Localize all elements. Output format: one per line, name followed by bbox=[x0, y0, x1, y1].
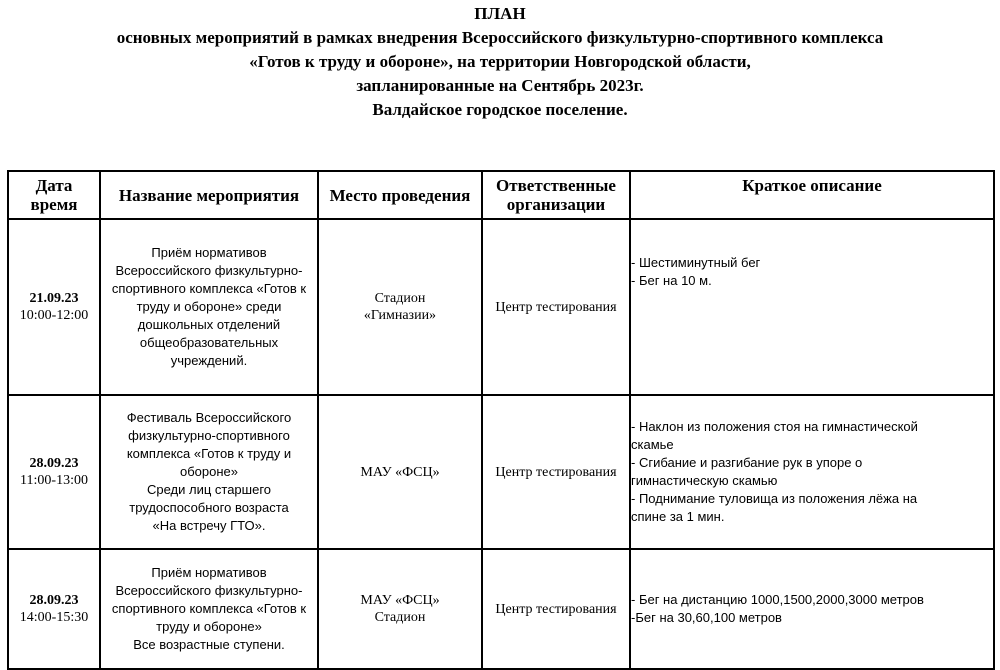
table-header-row bbox=[8, 171, 994, 219]
name-line: дошкольных отделений bbox=[137, 317, 281, 332]
cell-name bbox=[100, 549, 318, 669]
title-plan: ПЛАН bbox=[474, 4, 526, 23]
cell-date bbox=[8, 549, 100, 669]
place-line: «Гимназии» bbox=[363, 308, 437, 323]
header-name: Название мероприятия bbox=[100, 171, 318, 219]
name-line: Фестиваль Всероссийского bbox=[126, 410, 292, 425]
cell-desc bbox=[630, 219, 994, 395]
cell-place bbox=[318, 549, 482, 669]
place-line: МАУ «ФСЦ» bbox=[360, 593, 440, 608]
name-line: Приём нормативов bbox=[151, 565, 267, 580]
name-line: Среди лиц старшего bbox=[146, 482, 272, 497]
cell-desc bbox=[630, 549, 994, 669]
event-time: 11:00-13:00 bbox=[20, 473, 88, 488]
name-line: Все возрастные ступени. bbox=[133, 637, 285, 652]
name-line: спортивного комплекса «Готов к bbox=[111, 281, 307, 296]
desc-line: скамье bbox=[631, 437, 674, 452]
header-org-line-2: организации bbox=[506, 195, 606, 214]
event-date: 21.09.23 bbox=[29, 291, 79, 306]
name-line: «На встречу ГТО». bbox=[152, 518, 266, 533]
desc-line: - Сгибание и разгибание рук в упоре о bbox=[631, 455, 863, 470]
cell-org: Центр тестирования bbox=[482, 549, 630, 669]
header-org bbox=[482, 171, 630, 219]
name-line: труду и обороне» bbox=[156, 619, 262, 634]
name-line: труду и обороне» среди bbox=[136, 299, 282, 314]
header-desc: Краткое описание bbox=[630, 171, 994, 219]
desc-line: - Наклон из положения стоя на гимнастической bbox=[631, 419, 918, 434]
cell-desc bbox=[630, 395, 994, 549]
desc-line: - Поднимание туловища из положения лёжа на bbox=[631, 491, 918, 506]
document-title bbox=[0, 2, 1000, 122]
name-line: Всероссийского физкультурно- bbox=[115, 583, 303, 598]
cell-name bbox=[100, 395, 318, 549]
header-org-line-1: Ответственные bbox=[496, 176, 616, 195]
event-time: 14:00-15:30 bbox=[19, 610, 89, 625]
title-line-2: «Готов к труду и обороне», на территории Новгородской области, bbox=[249, 52, 751, 71]
name-line: физкультурно-спортивного bbox=[128, 428, 290, 443]
table-row bbox=[8, 549, 994, 669]
place-line: Стадион bbox=[374, 610, 426, 625]
desc-line: - Шестиминутный бег bbox=[631, 255, 761, 270]
header-date bbox=[8, 171, 100, 219]
table-row bbox=[8, 395, 994, 549]
title-line-3: запланированные на Сентябрь 2023г. bbox=[356, 76, 644, 95]
desc-line: спине за 1 мин. bbox=[631, 509, 725, 524]
cell-date bbox=[8, 219, 100, 395]
desc-line: - Бег на дистанцию 1000,1500,2000,3000 метров bbox=[631, 592, 924, 607]
event-date: 28.09.23 bbox=[29, 593, 79, 608]
desc-line: -Бег на 30,60,100 метров bbox=[631, 610, 782, 625]
header-place: Место проведения bbox=[318, 171, 482, 219]
cell-org: Центр тестирования bbox=[482, 395, 630, 549]
name-line: Всероссийского физкультурно- bbox=[115, 263, 303, 278]
desc-line: гимнастическую скамью bbox=[631, 473, 778, 488]
table-row bbox=[8, 219, 994, 395]
place-line: Стадион bbox=[374, 291, 426, 306]
name-line: комплекса «Готов к труду и bbox=[126, 446, 292, 461]
name-line: спортивного комплекса «Готов к bbox=[111, 601, 307, 616]
place-line: МАУ «ФСЦ» bbox=[360, 464, 440, 480]
title-line-4: Валдайское городское поселение. bbox=[372, 100, 628, 119]
cell-date bbox=[8, 395, 100, 549]
name-line: общеобразовательных bbox=[139, 335, 279, 350]
event-date: 28.09.23 bbox=[29, 456, 79, 471]
event-time: 10:00-12:00 bbox=[19, 308, 89, 323]
name-line: трудоспособного возраста bbox=[129, 500, 289, 515]
name-line: обороне» bbox=[179, 464, 238, 479]
cell-name bbox=[100, 219, 318, 395]
cell-place bbox=[318, 395, 482, 549]
events-table bbox=[7, 170, 995, 670]
header-time-line: время bbox=[30, 195, 78, 214]
title-line-1: основных мероприятий в рамках внедрения Всероссийского физкультурно-спортивного комплекса bbox=[116, 28, 884, 47]
header-date-line: Дата bbox=[35, 176, 73, 195]
cell-org: Центр тестирования bbox=[482, 219, 630, 395]
name-line: учреждений. bbox=[170, 353, 248, 368]
name-line: Приём нормативов bbox=[151, 245, 267, 260]
desc-line: - Бег на 10 м. bbox=[631, 273, 712, 288]
cell-place bbox=[318, 219, 482, 395]
